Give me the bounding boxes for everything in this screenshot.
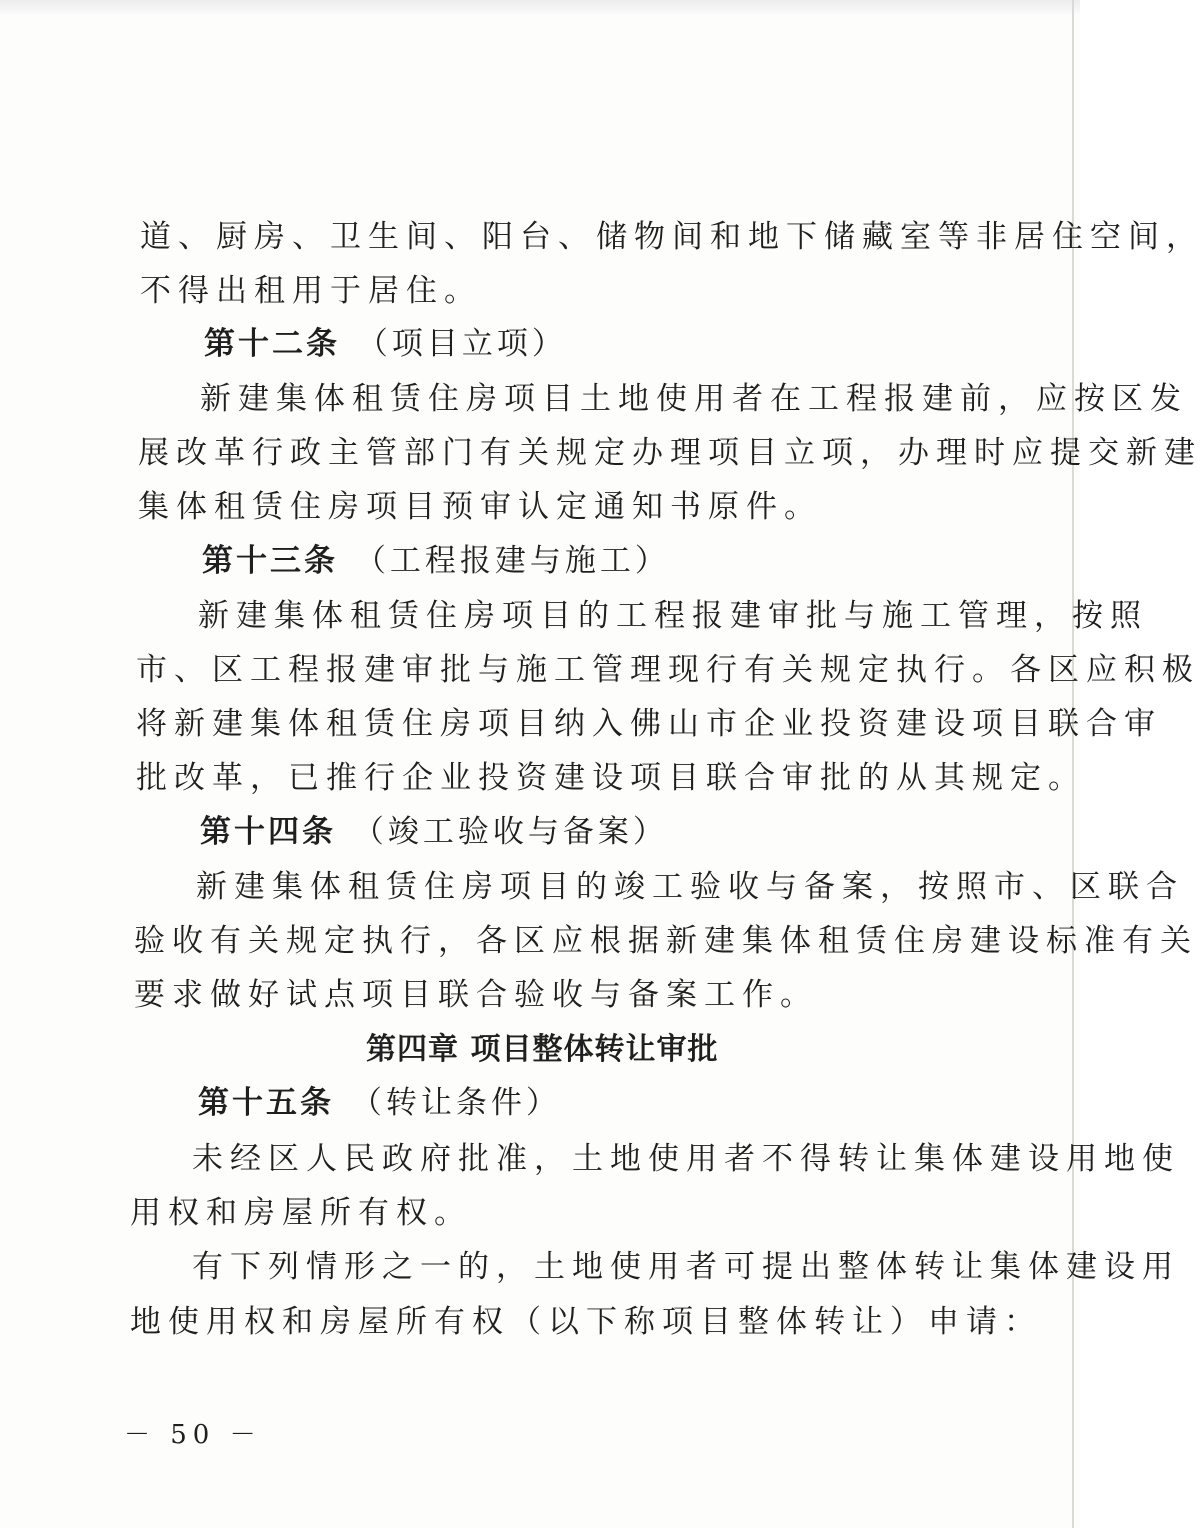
scan-top-edge [0, 0, 1080, 14]
text-line: 将新建集体租赁住房项目纳入佛山市企业投资建设项目联合审 [136, 706, 1162, 742]
text-line: 市、区工程报建审批与施工管理现行有关规定执行。各区应积极 [136, 652, 1200, 688]
chapter-title: 第四章 项目整体转让审批 [366, 1032, 719, 1067]
article-number: 第十五条 [198, 1085, 334, 1121]
article-number: 第十二条 [204, 326, 340, 362]
text-line: 批改革，已推行企业投资建设项目联合审批的从其规定。 [136, 760, 1086, 796]
article-title: （工程报建与施工） [354, 543, 670, 579]
article-title: （转让条件） [350, 1085, 561, 1121]
article-title: （项目立项） [356, 326, 567, 362]
text-line: 要求做好试点项目联合验收与备案工作。 [134, 977, 818, 1013]
article-heading [204, 324, 567, 364]
text-line: 新建集体租赁住房项目的竣工验收与备案，按照市、区联合 [196, 869, 1184, 905]
page-number: － 50 － [124, 1420, 262, 1450]
text-line: 验收有关规定执行，各区应根据新建集体租赁住房建设标准有关 [134, 923, 1198, 959]
text-line: 展改革行政主管部门有关规定办理项目立项，办理时应提交新建 [138, 435, 1202, 471]
text-line: 不得出租用于居住。 [140, 273, 482, 309]
article-number: 第十四条 [200, 814, 336, 850]
article-heading [200, 812, 668, 852]
text-line: 道、厨房、卫生间、阳台、储物间和地下储藏室等非居住空间， [140, 219, 1204, 255]
article-heading [202, 541, 670, 581]
text-line: 地使用权和房屋所有权（以下称项目整体转让）申请： [130, 1304, 1042, 1340]
text-line: 集体租赁住房项目预审认定通知书原件。 [138, 489, 822, 525]
article-heading [198, 1083, 561, 1123]
text-line: 新建集体租赁住房项目土地使用者在工程报建前，应按区发 [200, 381, 1188, 417]
text-line: 新建集体租赁住房项目的工程报建审批与施工管理，按照 [198, 598, 1148, 634]
text-line: 未经区人民政府批准，土地使用者不得转让集体建设用地使 [192, 1141, 1180, 1177]
article-title: （竣工验收与备案） [352, 814, 668, 850]
article-number: 第十三条 [202, 543, 338, 579]
text-line: 用权和房屋所有权。 [130, 1195, 472, 1231]
text-line: 有下列情形之一的，土地使用者可提出整体转让集体建设用 [192, 1249, 1180, 1285]
